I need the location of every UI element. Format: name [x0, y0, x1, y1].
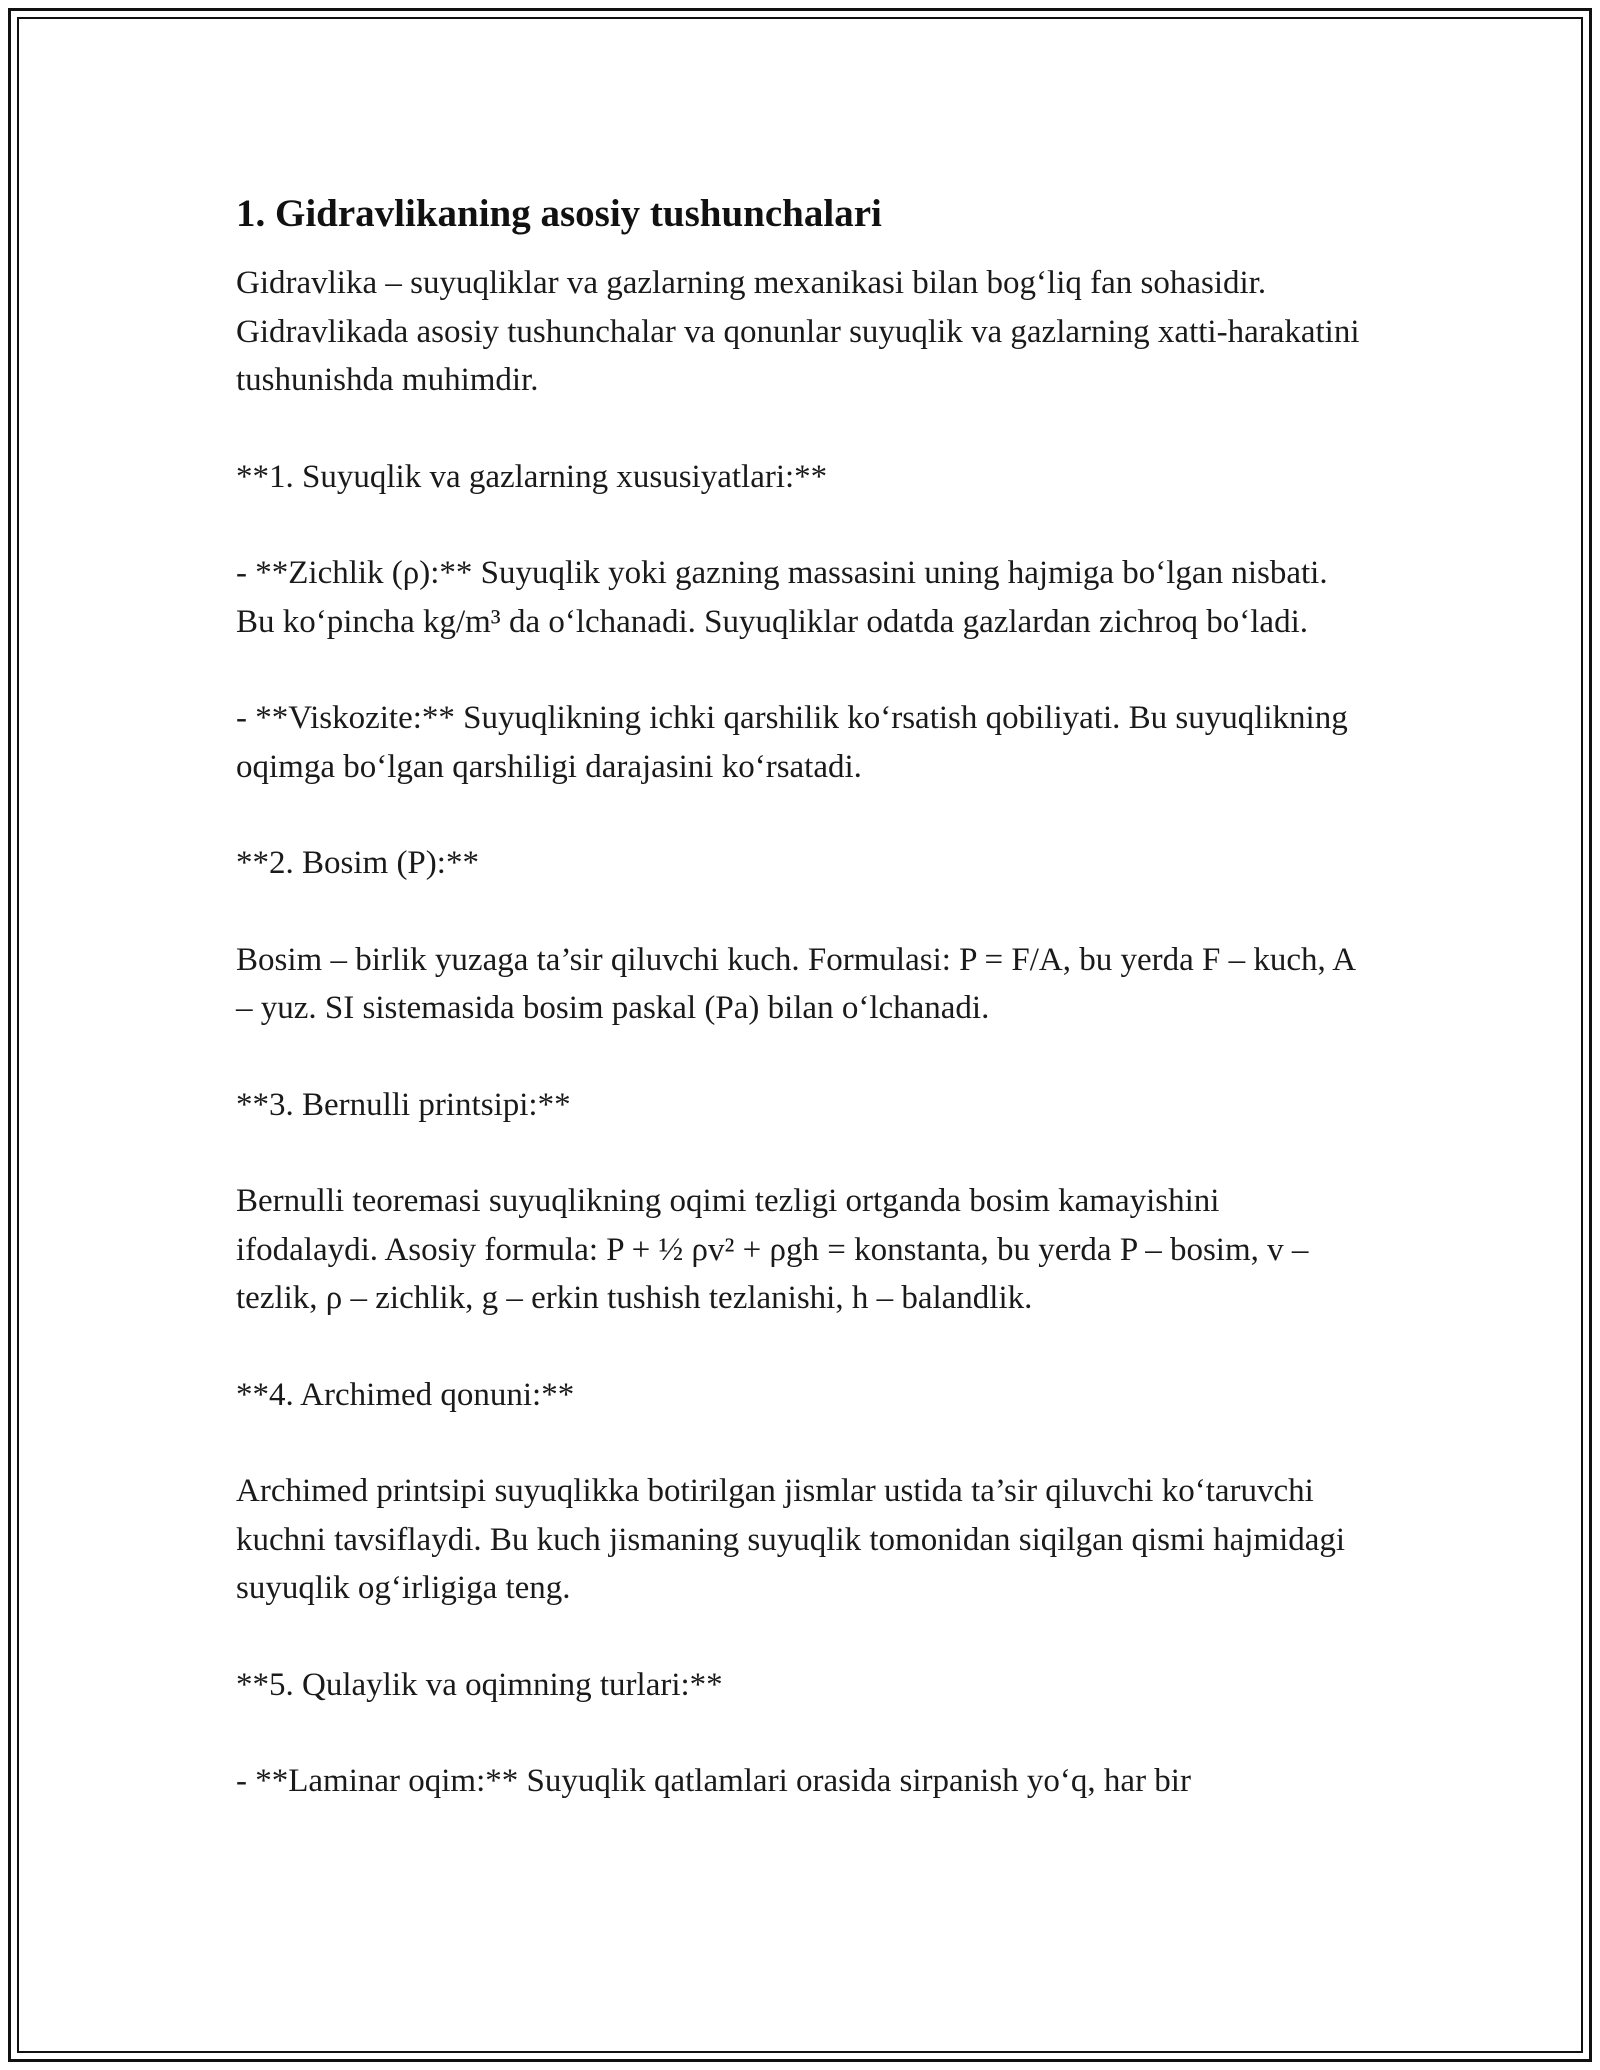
section-heading-archimedes: **4. Archimed qonuni:** — [236, 1376, 575, 1413]
section-heading-bernoulli: **3. Bernulli printsipi:** — [236, 1086, 571, 1123]
bullet-laminar-flow: - **Laminar oqim:** Suyuqlik qatlamlari orasida sirpanish yo‘q, har bir — [236, 1763, 1191, 1799]
bernoulli-paragraph: Bernulli teoremasi suyuqlikning oqimi tezligi ortganda bosim kamayishini ifodalaydi. Asosiy formula: P + ½ ρv² + ρgh = konstanta, bu yerda P – bosim, v – tezlik, ρ – zichlik, g – erkin tushish tezlanishi, h – balandlik. — [236, 1183, 1309, 1316]
bullet-density: - **Zichlik (ρ):** Suyuqlik yoki gazning massasini uning hajmiga bo‘lgan nisbati. Bu ko‘pincha kg/m³ da o‘lchanadi. Suyuqliklar odatda gazlardan zichroq bo‘ladi. — [236, 555, 1328, 640]
intro-paragraph: Gidravlika – suyuqliklar va gazlarning mexanikasi bilan bog‘liq fan sohasidir. Gidravlikada asosiy tushunchalar va qonunlar suyuqlik va gazlarning xatti-harakatini tushunishda muhimdir. — [236, 265, 1360, 398]
document-body — [236, 185, 1366, 1854]
pressure-paragraph: Bosim – birlik yuzaga ta’sir qiluvchi kuch. Formulasi: P = F/A, bu yerda F – kuch, A – yuz. SI sistemasida bosim paskal (Pa) bilan o‘lchanadi. — [236, 941, 1355, 1026]
section-heading-flow-types: **5. Qulaylik va oqimning turlari:** — [236, 1666, 723, 1703]
document-title: 1. Gidravlikaning asosiy tushunchalari — [236, 192, 882, 235]
section-heading-pressure: **2. Bosim (P):** — [236, 845, 479, 881]
archimedes-paragraph: Archimed printsipi suyuqlikka botirilgan jismlar ustida ta’sir qiluvchi ko‘taruvchi kuchni tavsiflaydi. Bu kuch jismaning suyuqlik tomonidan siqilgan qismi hajmidagi suyuqlik og‘irligiga teng. — [236, 1473, 1346, 1606]
section-heading-properties: **1. Suyuqlik va gazlarning xususiyatlari:** — [236, 458, 828, 495]
bullet-viscosity: - **Viskozite:** Suyuqlikning ichki qarshilik ko‘rsatish qobiliyati. Bu suyuqlikning oqimga bo‘lgan qarshiligi darajasini ko‘rsatadi. — [236, 700, 1348, 785]
